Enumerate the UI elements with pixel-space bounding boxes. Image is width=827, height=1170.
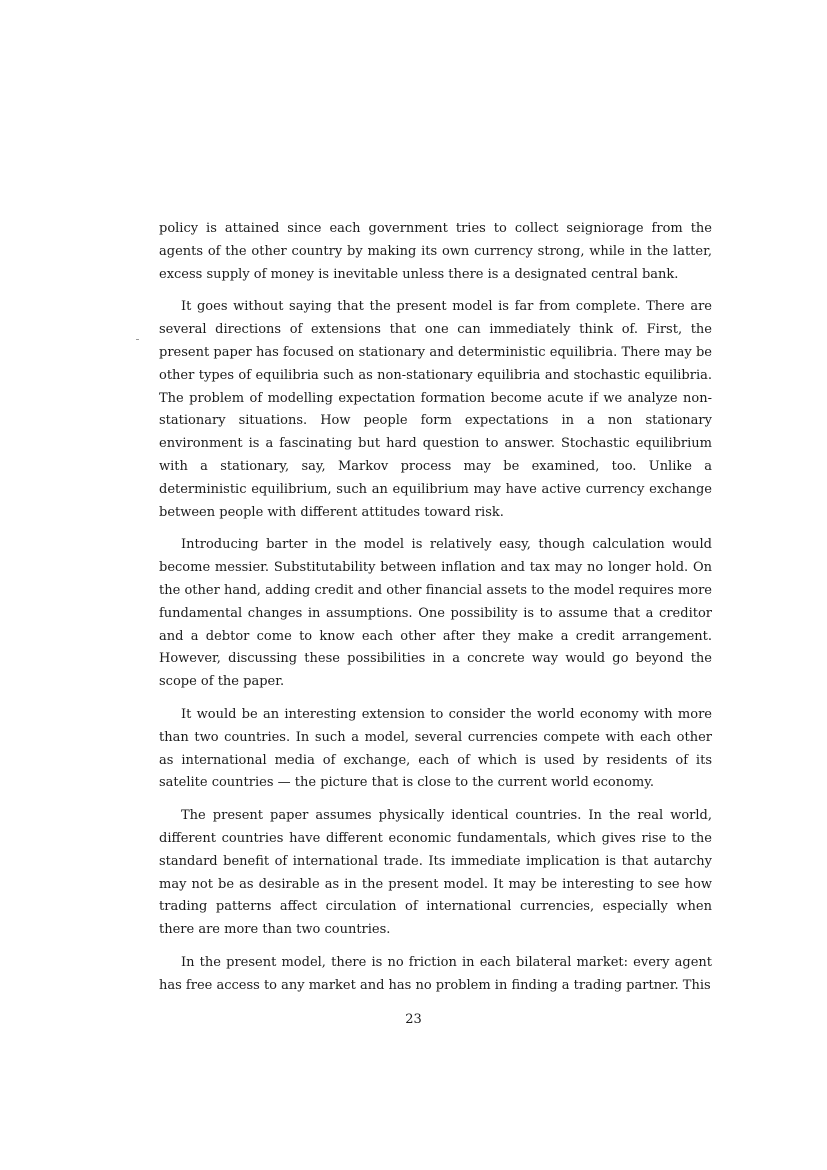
paragraph-barter: Introducing barter in the model is relatively easy, though calculation would become messier. Substitutability between inflation and tax may no longer hold. On the other hand, adding credit and other financial assets to the model requires more fundamental changes in assumptions. One possibility is to assume that a creditor and a debtor come to know each other after they make a credit arrangement. However, discussing these possibilities in a concrete way would go beyond the scope of the paper. bbox=[159, 537, 712, 690]
paragraph-multi-country: It would be an interesting extension to consider the world economy with more than two countries. In such a model, several currencies compete with each other as international media of exchange, each of which is used by residents of its satelite countries — the picture that is close to the current world economy. bbox=[159, 706, 712, 791]
paragraph-fundamentals: The present paper assumes physically identical countries. In the real world, different countries have different economic fundamentals, which gives rise to the standard benefit of international trade. Its immediate implication is that autarchy may not be as desirable as in the present model. It may be interesting to see how trading patterns affect circulation of international currencies, especially when there are more than two countries. bbox=[159, 808, 712, 938]
body-text bbox=[159, 218, 712, 1008]
page-number: 23 bbox=[405, 1012, 422, 1027]
paragraph-extensions: It goes without saying that the present model is far from complete. There are several directions of extensions that one can immediately think of. First, the present paper has focused on stationary and deterministic equilibria. There may be other types of equilibria such as non-stationary equilibria and stochastic equilibria. The problem of modelling expectation formation become acute if we analyze non-stationary situations. How people form expectations in a non stationary environment is a fascinating but hard question to answer. Stochastic equilibrium with a stationary, say, Markov process may be examined, too. Unlike a deterministic equilibrium, such an equilibrium may have active currency exchange between people with different attitudes toward risk. bbox=[159, 299, 712, 520]
paragraph-friction: In the present model, there is no friction in each bilateral market: every agent has free access to any market and has no problem in finding a trading partner. This bbox=[159, 954, 712, 993]
paragraph-continued: policy is attained since each government tries to collect seigniorage from the agents of the other country by making its own currency strong, while in the latter, excess supply of money is inevitable unless there is a designated central bank. bbox=[159, 221, 712, 282]
margin-mark bbox=[136, 339, 139, 340]
